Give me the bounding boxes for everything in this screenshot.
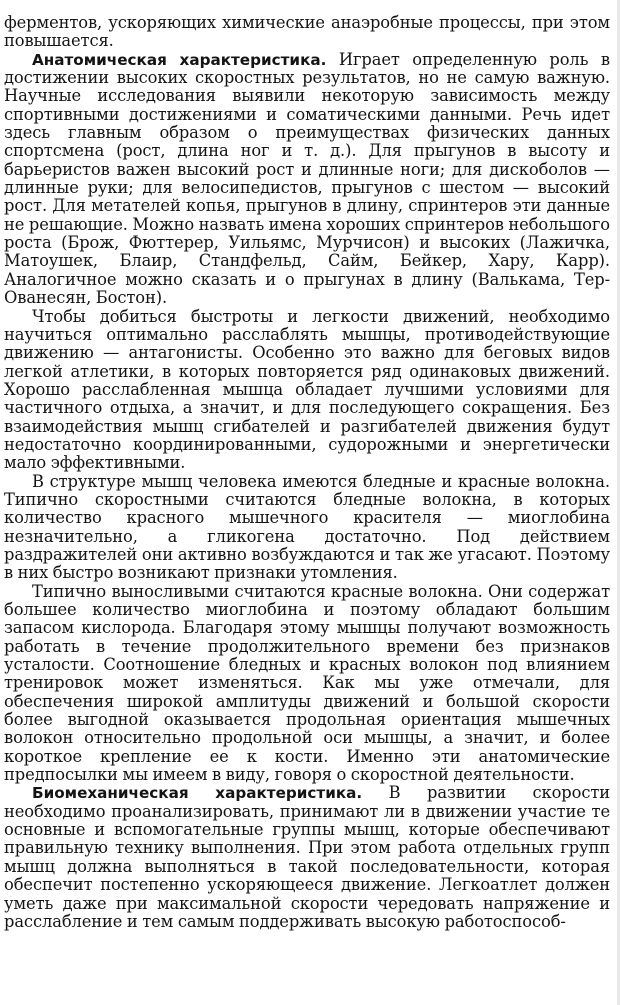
section-heading-anatomical: Анатомическая характеристика. xyxy=(32,50,327,69)
paragraph-text: В структуре мышц человека имеются бледные и красные волокна. Типично скоростными считаются бледные волокна, в которых количество красного мышечного красителя — миоглобина незначительно, а гликогена достаточно. Под действием раздражителей они активно возбуждаются и так же угасают. Поэтому в них быстро возникают признаки утомления. xyxy=(4,471,610,583)
paragraph-text: ферментов, ускоряющих химические анаэробные процессы, при этом повышается. xyxy=(4,13,610,51)
paragraph-anatomical xyxy=(4,51,610,308)
paragraph-fibers-pale xyxy=(4,473,610,583)
paragraph-fibers-red xyxy=(4,583,610,785)
paragraph-text: Чтобы добиться быстроты и легкости движений, необходимо научиться оптимально расслаблять мышцы, противодействующие движению — антагонисты. Особенно это важно для беговых видов легкой атлетики, в которых повторяется ряд одинаковых движений. Хорошо расслабленная мышца обладает лучшими условиями для частичного отдыха, а значит, и для последующего сокращения. Без взаимодействия мышц сгибателей и разгибателей движения будут недостаточно координированными, судорожными и энергетически мало эффективными. xyxy=(4,306,610,473)
paragraph-text: Играет определенную роль в достижении высоких скоростных результатов, но не самую важную. Научные исследования выявили некоторую зависимость между спортивными достижениями и соматическими данными. Речь идет здесь главным образом о преимуществах физических данных спортсмена (рост, длина ног и т. д.). Для прыгунов в высоту и барьеристов важен высокий рост и длинные ноги; для дискоболов — длинные руки; для велосипедистов, прыгунов с шестом — высокий рост. Для метателей копья, прыгунов в длину, спринтеров эти данные не решающие. Можно назвать имена хороших спринтеров небольшого роста (Брож, Фюттерер, Уильямс, Мурчисон) и высоких (Лажичка, Матоушек, Блаир, Стандфельд, Сайм, Бейкер, Хару, Карр). Аналогичное можно сказать и о прыгунах в длину (Валькама, Тер-Ованесян, Бостон). xyxy=(4,49,610,308)
paragraph-biomechanical xyxy=(4,784,610,931)
paragraph-continuation xyxy=(4,14,610,51)
paragraph-relaxation xyxy=(4,308,610,473)
section-heading-biomechanical: Биомеханическая характеристика. xyxy=(32,784,363,803)
paragraph-text: В развитии скорости необходимо проанализировать, принимают ли в движении участие те основные и вспомогательные группы мышц, которые обеспечивают правильную технику выполнения. При этом работа отдельных групп мышц должна выполняться в такой последовательности, которая обеспечит постепенно ускоряющееся движение. Легкоатлет должен уметь даже при максимальной скорости чередовать напряжение и расслабление и тем самым поддерживать высокую работоспособ- xyxy=(4,783,610,931)
paragraph-text: Типично выносливыми считаются красные волокна. Они содержат большее количество миоглобина и поэтому обладают большим запасом кислорода. Благодаря этому мышцы получают возможность работать в течение продолжительного времени без признаков усталости. Соотношение бледных и красных волокон под влиянием тренировок может изменяться. Как мы уже отмечали, для обеспечения широкой амплитуды движений и большой скорости более выгодной оказывается продольная ориентация мышечных волокон относительно продольной оси мышцы, а значит, и более короткое крепление ее к кости. Именно эти анатомические предпосылки мы имеем в виду, говоря о скоростной деятельности. xyxy=(4,581,610,785)
